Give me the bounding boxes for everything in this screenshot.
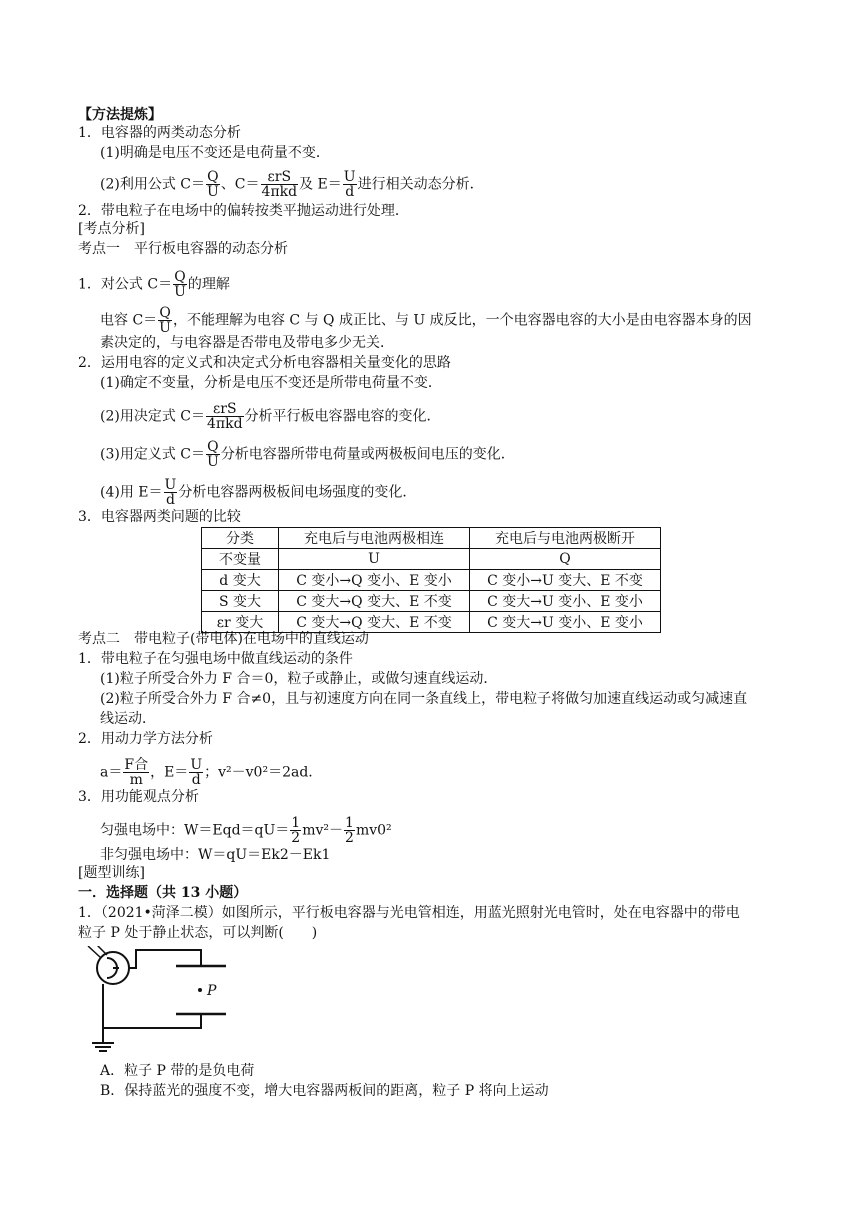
analysis-item-2b: (2)用决定式 C＝ $\frac{\text{εrS}}{\text{4πkd}}$ 分析平行板电容器电容的变化． [100, 401, 441, 432]
analysis-heading: [考点分析] [78, 221, 145, 237]
table-cell: C 变小→Q 变小、E 变小 [279, 570, 470, 591]
analysis-item-2c: (3)用定义式 C＝ $\frac{Q}{U}$ 分析电容器所带电荷量或两极板间电压的变化． [100, 439, 515, 470]
table-cell: d 变大 [202, 570, 279, 591]
fraction-q-over-u: $\frac{Q}{U}$ [207, 169, 219, 200]
analysis-item-2d: (4)用 E＝ $\frac{U}{d}$ 分析电容器两极板间电场强度的变化． [100, 477, 417, 508]
kd2-item-1b-2: 线运动． [100, 711, 156, 727]
table-header-cell: 充电后与电池两极相连 [279, 528, 470, 549]
table-row [202, 591, 661, 612]
table-header-cell: 分类 [202, 528, 279, 549]
table-cell: S 变大 [202, 591, 279, 612]
analysis-item-3: 3．电容器两类问题的比较 [78, 509, 241, 525]
kd2-energy-formula-nonuniform: 非匀强电场中：W＝qU＝Ek2－Ek1 [100, 847, 331, 863]
table-row [202, 570, 661, 591]
particle-p-label: P [207, 983, 217, 999]
table-cell: C 变大→Q 变大、E 不变 [279, 612, 470, 633]
particle-p-dot [198, 988, 202, 992]
analysis-item-1: 1．对公式 C＝ $\frac{Q}{U}$ 的理解 [78, 269, 230, 300]
choice-section-title: 一．选择题（共 13 小题） [78, 885, 248, 901]
option-a: A．粒子 P 带的是负电荷 [100, 1063, 255, 1079]
table-cell: C 变小→U 变大、E 不变 [470, 570, 661, 591]
fraction-u-over-d: $\frac{U}{d}$ [343, 169, 356, 200]
kd2-item-1b: (2)粒子所受合外力 F 合≠0，且与初速度方向在同一条直线上，带电粒子将做匀加速直线运动或匀减速直 [100, 691, 748, 707]
table-header-cell: 充电后与电池两极断开 [470, 528, 661, 549]
kd2-dynamics-formula: a＝ $\frac{\text{F合}}{m}$ ，E＝ $\frac{U}{d}$ ；v²－v0²＝2ad. [100, 757, 313, 788]
analysis-item-1-text-2: 素决定的，与电容器是否带电及带电多少无关． [100, 335, 394, 351]
kd2-item-2: 2．用动力学方法分析 [78, 731, 213, 747]
method-item-1: 1．电容器的两类动态分析 [78, 125, 241, 141]
table-cell: C 变大→U 变小、E 变小 [470, 612, 661, 633]
method-item-2: 2．带电粒子在电场中的偏转按类平抛运动进行处理． [78, 203, 409, 219]
table-cell: 不变量 [202, 549, 279, 570]
table-cell: εr 变大 [202, 612, 279, 633]
analysis-item-1-text: 电容 C＝ $\frac{Q}{U}$ ，不能理解为电容 C 与 Q 成正比、与 U 成反比，一个电容器电容的大小是由电容器本身的因 [100, 305, 752, 336]
fraction-eS-over-4pikd: $\frac{\text{εrS}}{\text{4πkd}}$ [261, 169, 298, 200]
table-cell: U [279, 549, 470, 570]
method-item-1b: (2)利用公式 C＝ $\frac{Q}{U}$ 、C＝ $\frac{\text{εrS}}{\text{4πkd}}$ 及 E＝ $\frac{U}{d}$ 进行相关动态分析． [100, 169, 484, 200]
kd2-item-3: 3．用功能观点分析 [78, 789, 199, 805]
table-header-row [202, 528, 661, 549]
capacitor-comparison-table [201, 527, 661, 633]
method-item-1a: (1)明确是电压不变还是电荷量不变． [100, 145, 330, 161]
analysis-item-2: 2．运用电容的定义式和决定式分析电容器相关量变化的思路 [78, 355, 451, 371]
table-cell: C 变大→U 变小、E 变小 [470, 591, 661, 612]
kd2-item-1: 1．带电粒子在匀强电场中做直线运动的条件 [78, 651, 353, 667]
kd2-energy-formula-uniform: 匀强电场中：W＝Eqd＝qU＝ $\frac{1}{2}$ mv²－ $\frac{1}{2}$ mv0² [100, 815, 392, 846]
kd2-item-1a: (1)粒子所受合外力 F 合＝0，粒子或静止，或做匀速直线运动． [100, 671, 498, 687]
question-1-line-1: 1．（2021•菏泽二模）如图所示，平行板电容器与光电管相连，用蓝光照射光电管时，处在电容器中的带电 [78, 905, 740, 921]
table-cell: Q [470, 549, 661, 570]
training-heading: [题型训练] [78, 865, 145, 881]
kaodian-1-title: 考点一 平行板电容器的动态分析 [78, 241, 288, 257]
table-cell: C 变大→Q 变大、E 不变 [279, 591, 470, 612]
kaodian-2-title: 考点二 带电粒子(带电体)在电场中的直线运动 [78, 631, 369, 647]
option-b: B．保持蓝光的强度不变，增大电容器两板间的距离，粒子 P 将向上运动 [100, 1083, 549, 1099]
question-1-line-2: 粒子 P 处于静止状态，可以判断( ) [78, 925, 318, 941]
table-row [202, 549, 661, 570]
method-heading: 【方法提炼】 [78, 107, 162, 123]
capacitor-phototube-diagram [76, 946, 246, 1056]
analysis-item-2a: (1)确定不变量，分析是电压不变还是所带电荷量不变． [100, 375, 442, 391]
